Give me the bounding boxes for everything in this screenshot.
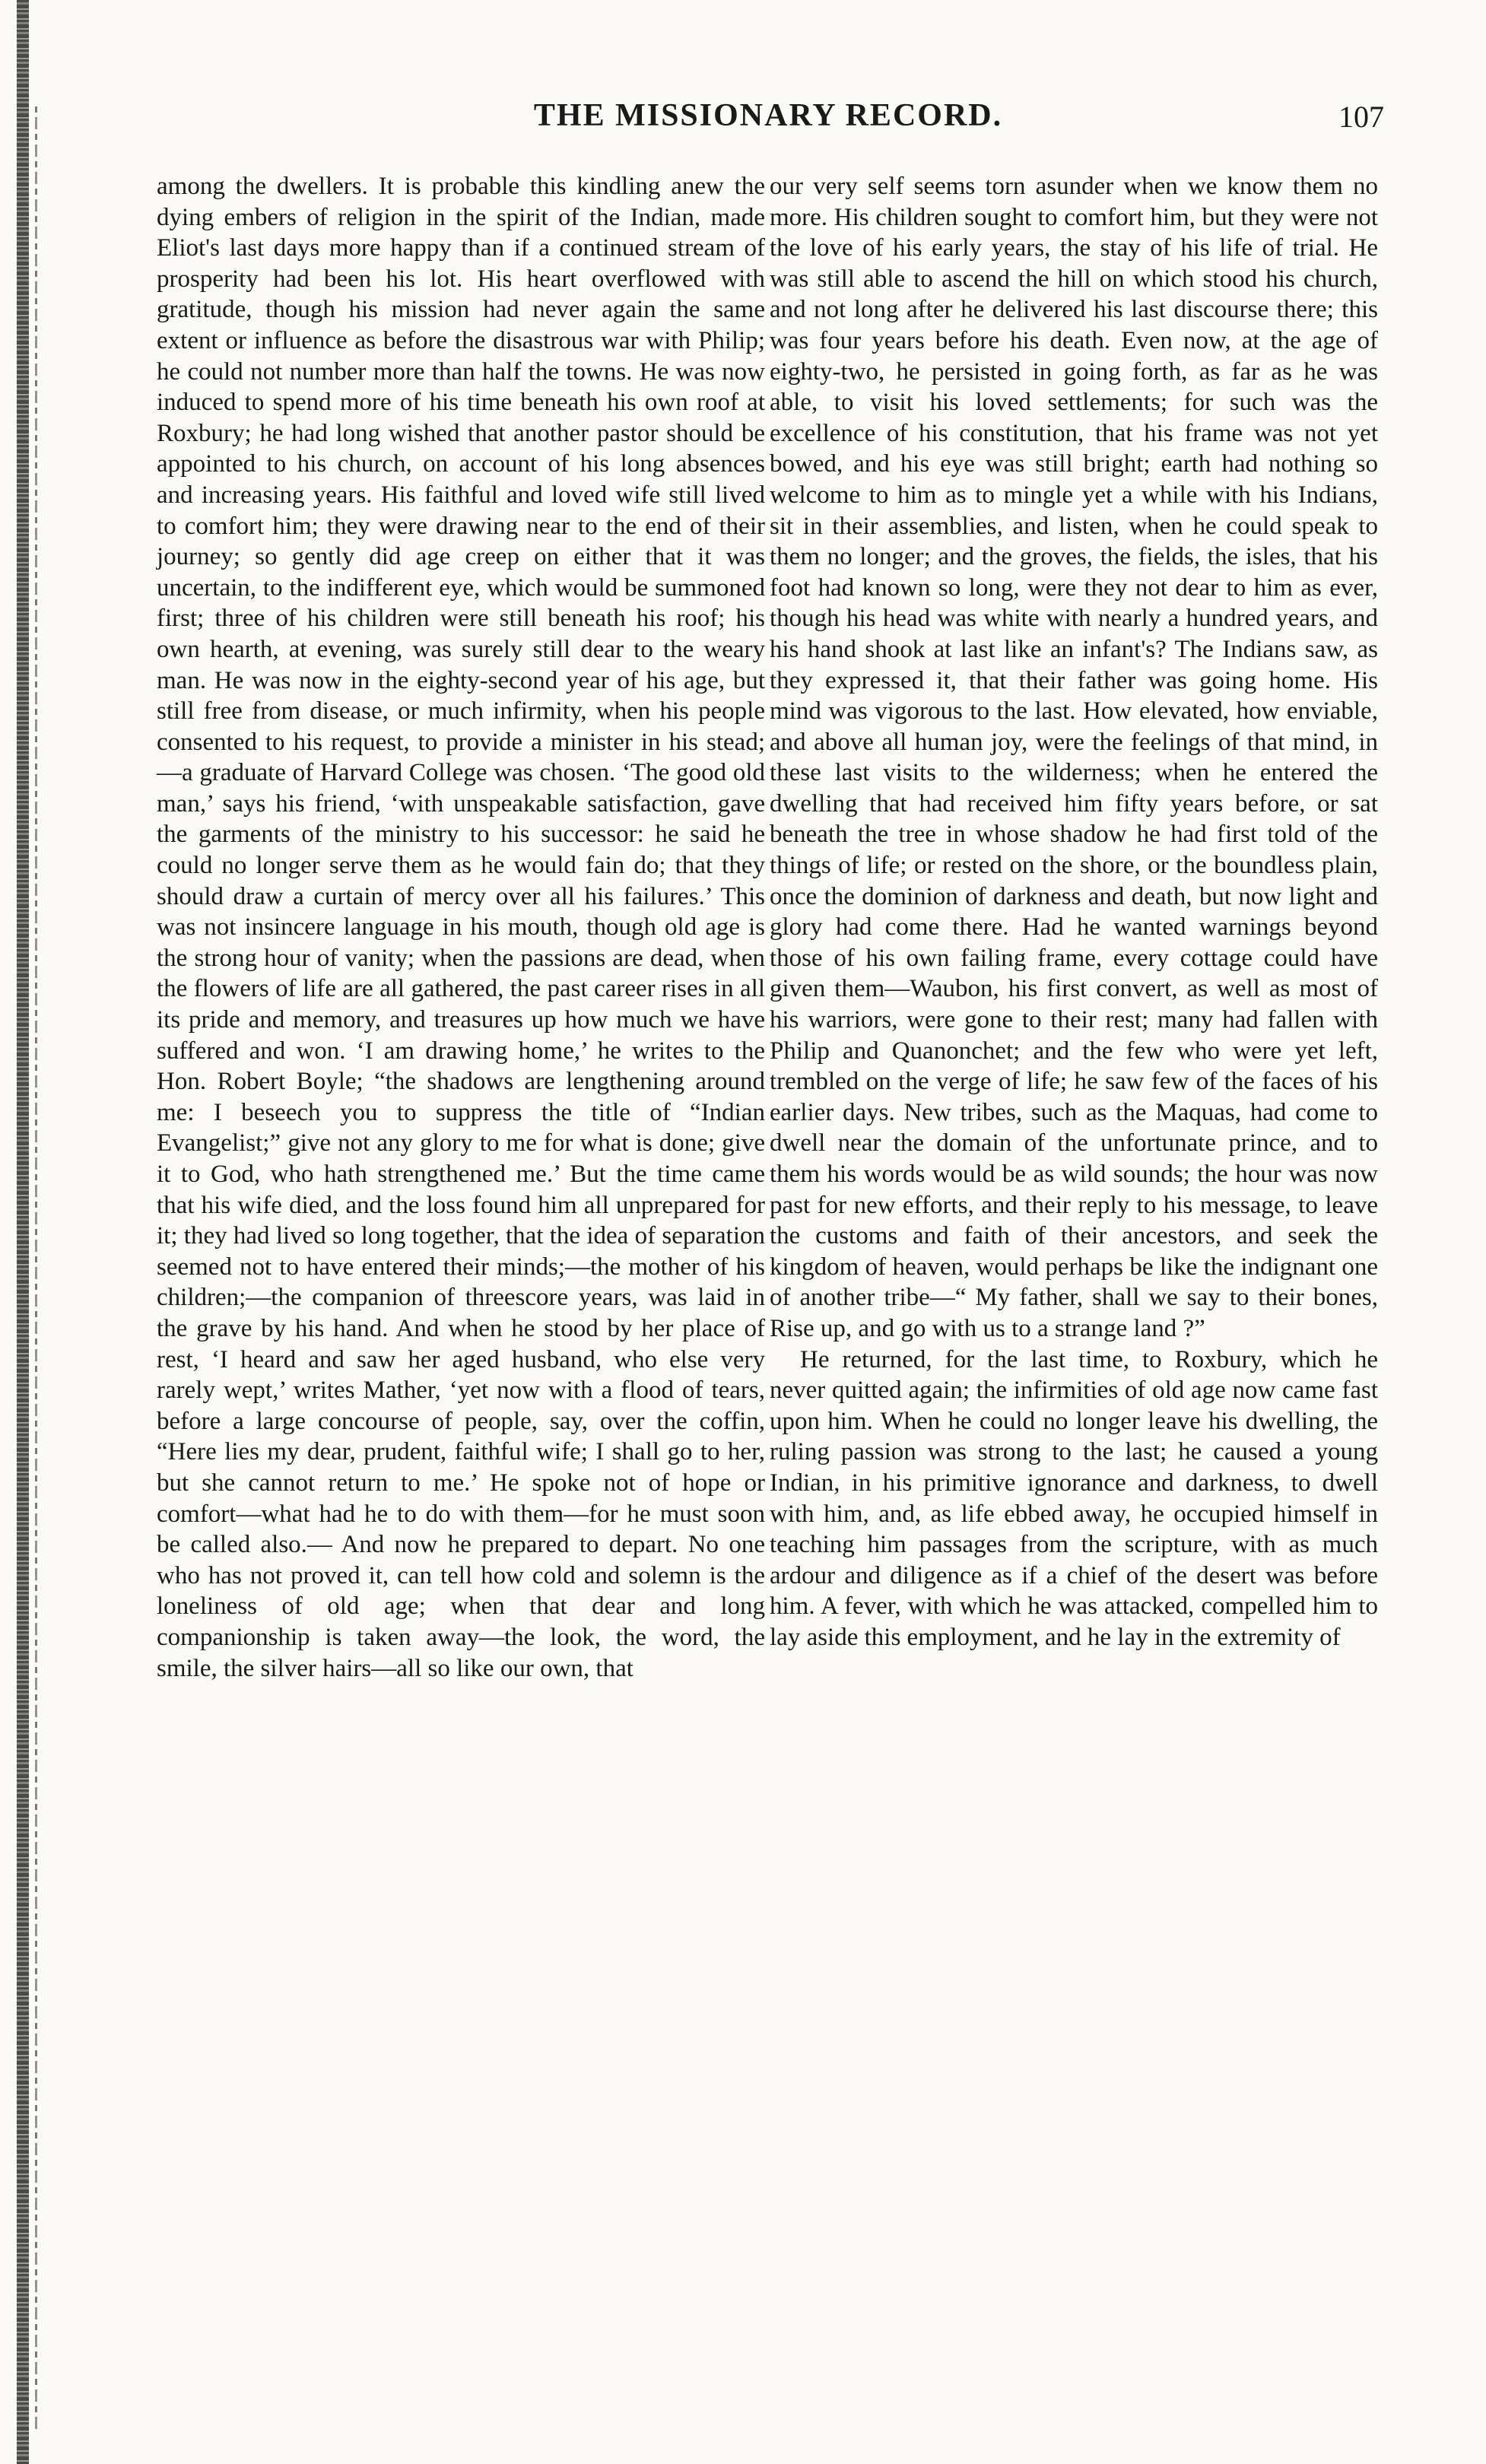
- right-paragraph-2: He returned, for the last time, to Roxbury, which he never quitted again; the infirmities of old age now came fast upon him. When he could no longer leave his dwelling, the ruling passion was strong to the last; he caused a young Indian, in his primitive ignorance and darkness, to dwell with him, and, as life ebbed away, he occupied himself in teaching him passages from the scripture, with as much ardour and diligence as if a chief of the desert was before him. A fever, with which he was attacked, compelled him to lay aside this employment, and he lay in the extremity of: [770, 1345, 1378, 1651]
- right-text-column: [770, 171, 1378, 1653]
- right-paragraph-1: our very self seems torn asunder when we know them no more. His children sought to comfort him, but they were not the love of his early years, the stay of his life of trial. He was still able to ascend the hill on which stood his church, and not long after he delivered his last discourse there; this was four years before his death. Even now, at the age of eighty-two, he persisted in going forth, as far as he was able, to visit his loved settlements; for such was the excellence of his constitution, that his frame was not yet bowed, and his eye was still bright; earth had nothing so welcome to him as to mingle yet a while with his Indians, sit in their assemblies, and listen, when he could speak to them no longer; and the groves, the fields, the isles, that his foot had known so long, were they not dear to him as ever, though his head was white with nearly a hundred years, and his hand shook at last like an infant's? The Indians saw, as they expressed it, that their father was going home. His mind was vigorous to the last. How elevated, how enviable, and above all human joy, were the feelings of that mind, in these last visits to the wilderness; when he entered the dwelling that had received him fifty years before, or sat beneath the tree in whose shadow he had first told of the things of life; or rested on the shore, or the boundless plain, once the dominion of darkness and death, but now light and glory had come there. Had he wanted warnings beyond those of his own failing frame, every cottage could have given them—Waubon, his first convert, as well as most of his warriors, were gone to their rest; many had fallen with Philip and Quanonchet; and the few who were yet left, trembled on the verge of life; he saw few of the faces of his earlier days. New tribes, such as the Maquas, had come to dwell near the domain of the unfortunate prince, and to them his words would be as wild sounds; the hour was now past for new efforts, and their reply to his message, to leave the customs and faith of their ancestors, and seek the kingdom of heaven, would perhaps be like the indignant one of another tribe—“ My father, shall we say to their bones, Rise up, and go with us to a strange land ?”: [770, 173, 1378, 1342]
- left-text-column: [157, 171, 765, 1684]
- page-number: 107: [1338, 100, 1384, 134]
- gutter-shadow: [35, 106, 37, 2434]
- page-binding-edge: [17, 0, 29, 2464]
- running-title: THE MISSIONARY RECORD.: [533, 98, 1003, 133]
- left-paragraph-1: among the dwellers. It is probable this kindling anew the dying embers of religion in the spirit of the Indian, made Eliot's last days more happy than if a continued stream of prosperity had been his lot. His heart overflowed with gratitude, though his mission had never again the same extent or influence as before the disastrous war with Philip; he could not number more than half the towns. He was now induced to spend more of his time beneath his own roof at Roxbury; he had long wished that another pastor should be appointed to his church, on account of his long absences and increasing years. His faithful and loved wife still lived to comfort him; they were drawing near to the end of their journey; so gently did age creep on either that it was uncertain, to the indifferent eye, which would be summoned first; three of his children were still beneath his roof; his own hearth, at evening, was surely still dear to the weary man. He was now in the eighty-second year of his age, but still free from disease, or much infirmity, when his people consented to his request, to provide a minister in his stead;—a graduate of Harvard College was chosen. ‘The good old man,’ says his friend, ‘with unspeakable satisfaction, gave the garments of the ministry to his successor: he said he could no longer serve them as he would fain do; that they should draw a curtain of mercy over all his failures.’ This was not insincere language in his mouth, though old age is the strong hour of vanity; when the passions are dead, when the flowers of life are all gathered, the past career rises in all its pride and memory, and treasures up how much we have suffered and won. ‘I am drawing home,’ he writes to the Hon. Robert Boyle; “the shadows are lengthening around me: I beseech you to suppress the title of “Indian Evangelist;” give not any glory to me for what is done; give it to God, who hath strengthened me.’ But the time came that his wife died, and the loss found him all unprepared for it; they had lived so long together, that the idea of separation seemed not to have entered their minds;—the mother of his children;—the companion of threescore years, was laid in the grave by his hand. And when he stood by her place of rest, ‘I heard and saw her aged husband, who else very rarely wept,’ writes Mather, ‘yet now with a flood of tears, before a large concourse of people, say, over the coffin, “Here lies my dear, prudent, faithful wife; I shall go to her, but she cannot return to me.’ He spoke not of hope or comfort—what had he to do with them—for he must soon be called also.— And now he prepared to depart. No one who has not proved it, can tell how cold and solemn is the loneliness of old age; when that dear and long companionship is taken away—the look, the word, the smile, the silver hairs—all so like our own, that: [157, 173, 765, 1682]
- running-header: [152, 97, 1384, 143]
